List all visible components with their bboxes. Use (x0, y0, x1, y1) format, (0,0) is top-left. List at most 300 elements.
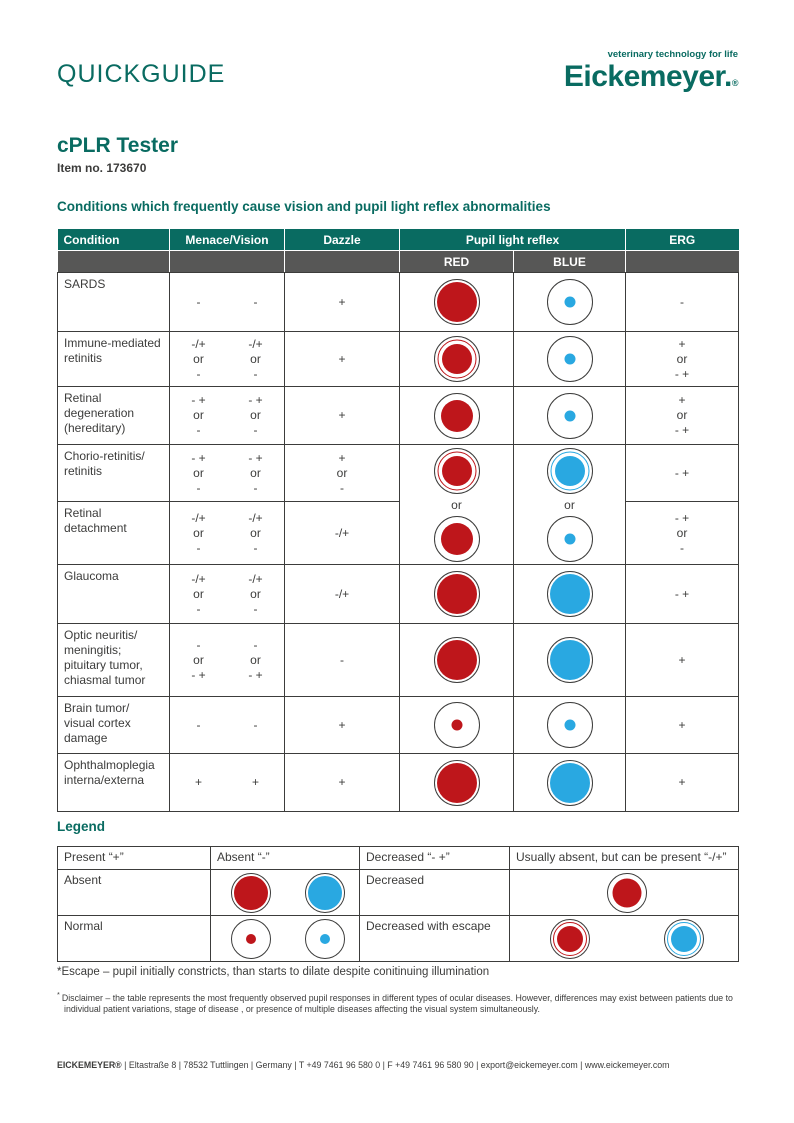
table-row (58, 387, 739, 445)
pupil-blue-normal-icon (547, 336, 593, 382)
vision-lines (227, 511, 284, 556)
or-label: or (564, 497, 575, 512)
cell-condition (58, 697, 170, 754)
legend-table (57, 846, 739, 962)
erg-lines (626, 393, 738, 438)
value-line: - (196, 601, 201, 616)
subheader-empty (285, 251, 400, 273)
pupil-shape (441, 400, 473, 432)
condition-lines (64, 506, 163, 536)
value-line: visual cortex (64, 716, 131, 730)
vision-values (227, 511, 284, 556)
vision-values (227, 572, 284, 617)
cell-menace-vision (170, 565, 285, 624)
value-line: or (193, 525, 204, 540)
value-line: SARDS (64, 277, 106, 291)
legend-icons-decreased-escape (510, 916, 739, 962)
table-row (58, 754, 739, 812)
pupil-shape (557, 926, 583, 952)
value-line: - + (248, 667, 263, 682)
menace-lines (170, 337, 227, 382)
value-line: + (338, 408, 346, 422)
cell-condition (58, 445, 170, 502)
subheader-blue: BLUE (514, 251, 626, 273)
value-line: Retinal (64, 506, 102, 520)
legend-label-absent: Absent (58, 870, 211, 916)
value-line: - (253, 540, 258, 555)
menace-lines (170, 718, 227, 733)
cell-dazzle (285, 754, 400, 812)
value-line: -/+ (248, 336, 263, 351)
value-line: + (678, 652, 686, 667)
menace-values (170, 337, 227, 382)
menace-values (170, 511, 227, 556)
cell-dazzle (285, 502, 400, 565)
table-row (58, 624, 739, 697)
pupil-red-decreased-icon (434, 393, 480, 439)
pupil-shape (442, 344, 472, 374)
item-number: Item no. 173670 (57, 161, 147, 175)
col-header-condition: Condition (58, 229, 170, 251)
pupil-shape (441, 523, 473, 555)
value-line: - (196, 423, 201, 437)
pupil-red-decreased-icon (434, 516, 480, 562)
value-line: + (678, 393, 686, 407)
legend-icons-absent (211, 870, 360, 916)
table-row (58, 502, 739, 565)
vision-values (227, 295, 284, 310)
subheader-red: RED (400, 251, 514, 273)
vision-values (227, 638, 284, 683)
table-header-row (58, 229, 739, 251)
vision-values (227, 337, 284, 382)
value-line: -/+ (191, 336, 206, 351)
value-line: + (338, 775, 346, 789)
value-line: Ophthalmoplegia (64, 758, 155, 772)
erg-lines (626, 587, 738, 602)
eickemeyer-logo (564, 50, 738, 92)
menace-lines (170, 511, 227, 556)
legend-header-row (58, 847, 739, 870)
page-footer (57, 1060, 669, 1070)
cell-condition (58, 332, 170, 387)
cell-erg (626, 445, 739, 502)
value-line: - (680, 294, 685, 309)
legend-col-absent: Absent “-” (211, 847, 360, 870)
value-line: or (250, 586, 261, 601)
condition-lines (64, 701, 163, 746)
menace-values (170, 393, 227, 438)
vision-lines (227, 451, 284, 496)
cell-plr-red (400, 624, 514, 697)
dazzle-lines (285, 352, 399, 367)
pupil-shape (437, 574, 477, 614)
pupil-shape (437, 640, 477, 680)
pupil-shape (564, 354, 575, 365)
pupil-blue-normal-icon (547, 393, 593, 439)
subheader-empty (58, 251, 170, 273)
menace-values (170, 295, 227, 310)
legend-col-decreased: Decreased “- +” (360, 847, 510, 870)
value-line: + (338, 351, 346, 366)
vision-lines (227, 393, 284, 438)
value-line: -/+ (248, 571, 263, 586)
value-line: + (678, 336, 686, 351)
pupil-red-escape-icon (434, 336, 480, 382)
cell-condition (58, 387, 170, 445)
menace-values (170, 718, 227, 733)
pupil-shape (555, 456, 585, 486)
menace-lines (170, 451, 227, 496)
value-line: + (678, 775, 686, 789)
value-line: detachment (64, 521, 127, 535)
pupil-blue-normal-icon (547, 279, 593, 325)
value-line: - (340, 480, 344, 495)
cell-dazzle (285, 697, 400, 754)
pupil-shape (451, 720, 462, 731)
value-line: or (676, 408, 688, 422)
vision-lines (227, 718, 284, 733)
pupil-shape (442, 456, 472, 486)
menace-values (170, 451, 227, 496)
value-line: retinitis (64, 464, 103, 478)
pupil-shape (564, 410, 575, 421)
legend-heading: Legend (57, 819, 106, 834)
pupil-shape (564, 297, 575, 308)
section-heading: Conditions which frequently cause vision and pupil light reflex abnormalities (57, 199, 551, 214)
pupil-blue-absent-icon (547, 637, 593, 683)
value-line: - (196, 480, 201, 495)
vision-values (227, 775, 284, 790)
page-title: cPLR Tester (57, 134, 178, 157)
cell-erg (626, 502, 739, 565)
pupil-red-absent-icon (434, 571, 480, 617)
value-line: -/+ (334, 525, 350, 540)
footnote-disclaimer (57, 990, 748, 1015)
value-line: or (193, 652, 204, 667)
erg-lines (626, 295, 738, 310)
pupil-blue-normal-icon (547, 702, 593, 748)
cell-plr-red (400, 332, 514, 387)
table-row (58, 445, 739, 502)
cell-plr-blue (514, 697, 626, 754)
value-line: or (336, 465, 348, 480)
pupil-blue-normal-icon (547, 516, 593, 562)
value-line: - (253, 601, 258, 616)
value-line: or (193, 465, 204, 480)
value-line: chiasmal tumor (64, 673, 146, 687)
pupil-shape (437, 763, 477, 803)
value-line: or (193, 351, 204, 366)
disclaimer-text: Disclaimer – the table represents the most frequently observed pupil responses in different types of ocular diseases. However, differences may exist between patients due to individual patient variations, stage of disease , or presence of multiple diseases affecting the visual system simultaneously. (61, 992, 733, 1014)
cell-dazzle (285, 332, 400, 387)
cell-plr-red (400, 697, 514, 754)
value-line: - + (674, 510, 690, 525)
cell-plr-blue (514, 565, 626, 624)
value-line: + (338, 294, 346, 309)
cell-erg (626, 387, 739, 445)
value-line: or (250, 652, 261, 667)
value-line: or (193, 408, 204, 422)
cell-plr-red (400, 387, 514, 445)
cell-plr-blue (514, 332, 626, 387)
cell-plr-red (400, 565, 514, 624)
cell-dazzle (285, 387, 400, 445)
value-line: or (250, 465, 261, 480)
menace-lines (170, 638, 227, 683)
condition-lines (64, 569, 163, 584)
value-line: Brain tumor/ (64, 701, 130, 715)
pupil-shape (550, 640, 590, 680)
value-line: - + (674, 423, 690, 437)
value-line: interna/externa (64, 773, 145, 787)
cell-menace-vision (170, 387, 285, 445)
menace-values (170, 572, 227, 617)
vision-lines (227, 638, 284, 683)
value-line: -/+ (334, 586, 350, 601)
cell-condition (58, 754, 170, 812)
table-row (58, 697, 739, 754)
value-line: + (194, 775, 202, 789)
cell-dazzle (285, 445, 400, 502)
value-line: + (338, 450, 346, 465)
subheader-empty (626, 251, 739, 273)
dazzle-lines (285, 526, 399, 541)
value-line: - (680, 540, 685, 555)
value-line: - (253, 423, 258, 437)
vision-lines (227, 295, 284, 310)
value-line: pituitary tumor, (64, 658, 143, 672)
erg-lines (626, 337, 738, 382)
value-line: or (193, 586, 204, 601)
pupil-red-normal-icon (231, 919, 271, 959)
value-line: - + (248, 393, 263, 407)
value-line: + (338, 717, 346, 732)
value-line: -/+ (248, 510, 263, 525)
value-line: - (253, 637, 258, 652)
value-line: - + (191, 393, 206, 407)
cell-erg (626, 565, 739, 624)
value-line: degeneration (64, 406, 135, 420)
menace-lines (170, 572, 227, 617)
condition-lines (64, 758, 163, 788)
legend-label-normal: Normal (58, 916, 211, 962)
legend-col-usually-absent: Usually absent, but can be present “-/+” (510, 847, 739, 870)
erg-lines (626, 466, 738, 481)
erg-lines (626, 718, 738, 733)
cell-erg (626, 273, 739, 332)
pupil-blue-normal-icon (305, 919, 345, 959)
value-line: or (250, 351, 261, 366)
value-line: or (676, 351, 688, 366)
pupil-shape (246, 934, 256, 944)
value-line: + (251, 775, 259, 789)
pupil-shape (437, 282, 477, 322)
value-line: Immune-mediated (64, 336, 161, 350)
condition-lines (64, 391, 163, 436)
col-header-erg: ERG (626, 229, 739, 251)
pupil-shape (550, 574, 590, 614)
footnote-escape: *Escape – pupil initially constricts, than starts to dilate despite conitinuing illumination (57, 966, 490, 978)
value-line: Glaucoma (64, 569, 119, 583)
dazzle-lines (285, 653, 399, 668)
menace-lines (170, 393, 227, 438)
erg-lines (626, 653, 738, 668)
pupil-shape (308, 876, 342, 910)
cell-menace-vision (170, 697, 285, 754)
value-line: - (196, 540, 201, 555)
cell-plr-blue (514, 754, 626, 812)
pupil-red-absent-icon (231, 873, 271, 913)
cell-menace-vision (170, 273, 285, 332)
value-line: - (253, 366, 258, 381)
value-line: - + (191, 667, 206, 682)
cell-condition (58, 273, 170, 332)
or-label: or (451, 497, 462, 512)
pupil-shape (612, 878, 641, 907)
erg-lines (626, 775, 738, 790)
value-line: or (676, 525, 688, 540)
dazzle-lines (285, 775, 399, 790)
vision-values (227, 393, 284, 438)
legend-icons-normal (211, 916, 360, 962)
value-line: - + (674, 586, 690, 601)
cell-plr-red (400, 273, 514, 332)
registered-mark: ® (731, 77, 738, 88)
condition-lines (64, 628, 163, 688)
table-row (58, 273, 739, 332)
value-line: or (250, 525, 261, 540)
cell-plr-blue (514, 624, 626, 697)
cell-condition (58, 565, 170, 624)
cell-dazzle (285, 565, 400, 624)
logo-brand-text: Eickemeyer. (563, 59, 732, 93)
pupil-shape (550, 763, 590, 803)
pupil-red-escape-icon (434, 448, 480, 494)
dazzle-lines (285, 718, 399, 733)
cell-dazzle (285, 624, 400, 697)
vision-lines (227, 775, 284, 790)
value-line: - + (674, 366, 690, 381)
pupil-shape (671, 926, 697, 952)
legend-row (58, 870, 739, 916)
value-line: (hereditary) (64, 421, 126, 435)
cell-menace-vision (170, 332, 285, 387)
cell-plr-blue (514, 445, 626, 565)
cell-plr-blue (514, 387, 626, 445)
conditions-table (57, 229, 739, 812)
cell-menace-vision (170, 445, 285, 502)
vision-lines (227, 337, 284, 382)
legend-label-decreased-escape: Decreased with escape (360, 916, 510, 962)
value-line: - (196, 294, 201, 309)
pupil-shape (320, 934, 330, 944)
menace-lines (170, 295, 227, 310)
pupil-red-decreased-icon (607, 873, 647, 913)
pupil-blue-absent-icon (547, 760, 593, 806)
value-line: Chorio-retinitis/ (64, 449, 145, 463)
legend-row (58, 916, 739, 962)
cell-erg (626, 754, 739, 812)
table-subheader-row (58, 251, 739, 273)
cell-dazzle (285, 273, 400, 332)
value-line: - (253, 294, 258, 309)
condition-lines (64, 336, 163, 366)
pupil-red-absent-icon (434, 637, 480, 683)
footer-details: | Eltastraße 8 | 78532 Tuttlingen | Germany | T +49 7461 96 580 0 | F +49 7461 96 580 90 | export@eickemeyer.com | www.eickemeyer.com (121, 1060, 670, 1070)
value-line: retinitis (64, 351, 103, 365)
vision-values (227, 718, 284, 733)
value-line: - + (248, 450, 263, 465)
subheader-empty (170, 251, 285, 273)
dazzle-lines (285, 451, 399, 496)
value-line: damage (64, 731, 108, 745)
pupil-shape (564, 533, 575, 544)
menace-values (170, 638, 227, 683)
vision-values (227, 451, 284, 496)
value-line: -/+ (191, 510, 206, 525)
logo-wordmark (563, 59, 738, 93)
col-header-menace-vision: Menace/Vision (170, 229, 285, 251)
value-line: meningitis; (64, 643, 122, 657)
value-line: + (678, 717, 686, 732)
value-line: - (196, 366, 201, 381)
value-line: Optic neuritis/ (64, 628, 138, 642)
cell-condition (58, 624, 170, 697)
value-line: - (196, 637, 201, 652)
dazzle-lines (285, 295, 399, 310)
col-header-pupil-light-reflex: Pupil light reflex (400, 229, 626, 251)
value-line: or (250, 408, 261, 422)
value-line: - (340, 652, 344, 667)
pupil-shape (234, 876, 268, 910)
table-row (58, 332, 739, 387)
pupil-red-absent-icon (434, 279, 480, 325)
pupil-blue-escape-icon (664, 919, 704, 959)
disclaimer-mark: * (57, 990, 60, 999)
pupil-red-escape-icon (550, 919, 590, 959)
pupil-shape (564, 720, 575, 731)
logo-tagline: veterinary technology for life (607, 49, 738, 60)
col-header-dazzle: Dazzle (285, 229, 400, 251)
value-line: - (253, 480, 258, 495)
erg-lines (626, 511, 738, 556)
cell-erg (626, 624, 739, 697)
value-line: Retinal (64, 391, 102, 405)
vision-lines (227, 572, 284, 617)
cell-plr-blue (514, 273, 626, 332)
cell-erg (626, 697, 739, 754)
legend-label-decreased: Decreased (360, 870, 510, 916)
footer-brand: EICKEMEYER® (57, 1060, 122, 1070)
pupil-red-absent-icon (434, 760, 480, 806)
dazzle-lines (285, 408, 399, 423)
value-line: - + (191, 450, 206, 465)
cell-menace-vision (170, 624, 285, 697)
cell-plr-red (400, 445, 514, 565)
condition-lines (64, 277, 163, 292)
value-line: - (253, 717, 258, 732)
table-row (58, 565, 739, 624)
pupil-red-normal-icon (434, 702, 480, 748)
cell-plr-red (400, 754, 514, 812)
dazzle-lines (285, 587, 399, 602)
cell-condition (58, 502, 170, 565)
condition-lines (64, 449, 163, 479)
pupil-blue-escape-icon (547, 448, 593, 494)
value-line: - + (674, 465, 690, 480)
cell-menace-vision (170, 502, 285, 565)
